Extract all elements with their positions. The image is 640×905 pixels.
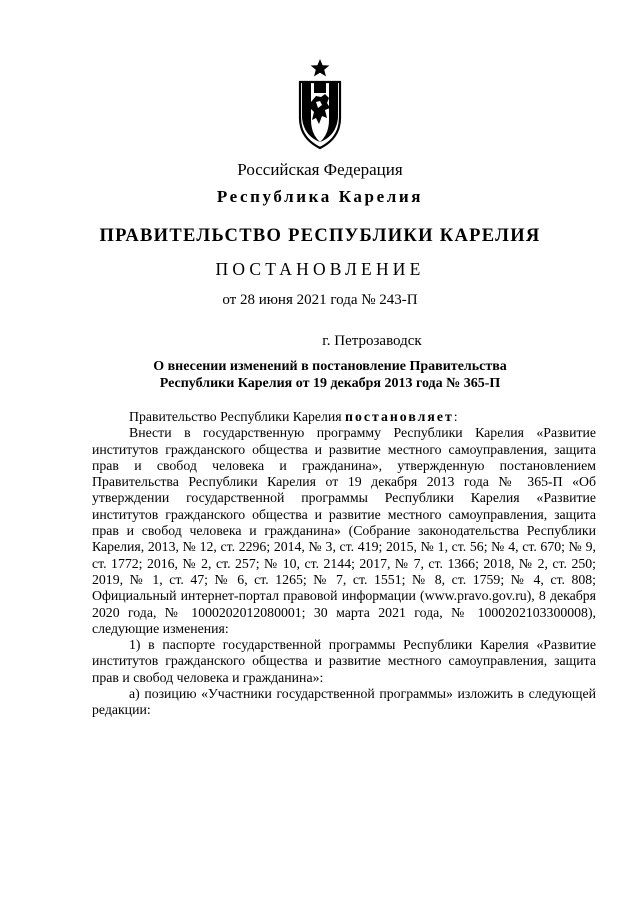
- document-title: [70, 358, 590, 392]
- intro-paragraph: [92, 409, 596, 425]
- country-name: Российская Федерация: [237, 160, 403, 179]
- resolve-word: постановляет: [345, 409, 454, 424]
- paragraph-item-1: 1) в паспорте государственной программы Республики Карелия «Развитие институтов гражданского общества и развитие местного самоуправления, защита прав и свобод человека и гражданина»:: [92, 637, 596, 685]
- date-number: от 28 июня 2021 года № 243-П: [222, 292, 418, 308]
- title-line-2: Республики Карелия от 19 декабря 2013 года № 365-П: [159, 376, 501, 391]
- intro-prefix: Правительство Республики Карелия: [129, 409, 346, 424]
- document-body: [92, 409, 596, 719]
- karelia-coat-of-arms-icon: [294, 58, 346, 150]
- paragraph-item-a: а) позицию «Участники государственной программы» изложить в следующей редакции:: [92, 686, 596, 718]
- document-type: ПОСТАНОВЛЕНИЕ: [215, 259, 425, 279]
- title-line-1: О внесении изменений в постановление Правительства: [153, 359, 507, 374]
- paragraph-main: Внести в государственную программу Республики Карелия «Развитие институтов гражданского общества и развитие местного самоуправления, защита прав и свобод человека и гражданина», утвержденную постановлением Правительства Республики Карелия от 19 декабря 2013 года № 365-П «Об утверждении государственной программы Республики Карелия «Развитие институтов гражданского общества и развитие местного самоуправления, защита прав и свобод человека и гражданина» (Собрание законодательства Республики Карелия, 2013, № 12, ст. 2296; 2014, № 3, ст. 419; 2015, № 1, ст. 56; № 4, ст. 670; № 9, ст. 1772; 2016, № 2, ст. 257; № 10, ст. 2144; 2017, № 7, ст. 1366; 2018, № 2, ст. 250; 2019, № 1, ст. 47; № 6, ст. 1265; № 7, ст. 1551; № 8, ст. 1759; № 4, ст. 808; Официальный интернет-портал правовой информации (www.pravo.gov.ru), 8 декабря 2020 года, № 1000202012080001; 30 марта 2021 года, № 1000202103300008), следующие изменения:: [92, 425, 596, 636]
- city: г. Петрозаводск: [322, 333, 422, 349]
- intro-suffix: :: [453, 409, 458, 424]
- republic-name: Республика Карелия: [216, 187, 424, 206]
- government-heading: ПРАВИТЕЛЬСТВО РЕСПУБЛИКИ КАРЕЛИЯ: [99, 226, 541, 246]
